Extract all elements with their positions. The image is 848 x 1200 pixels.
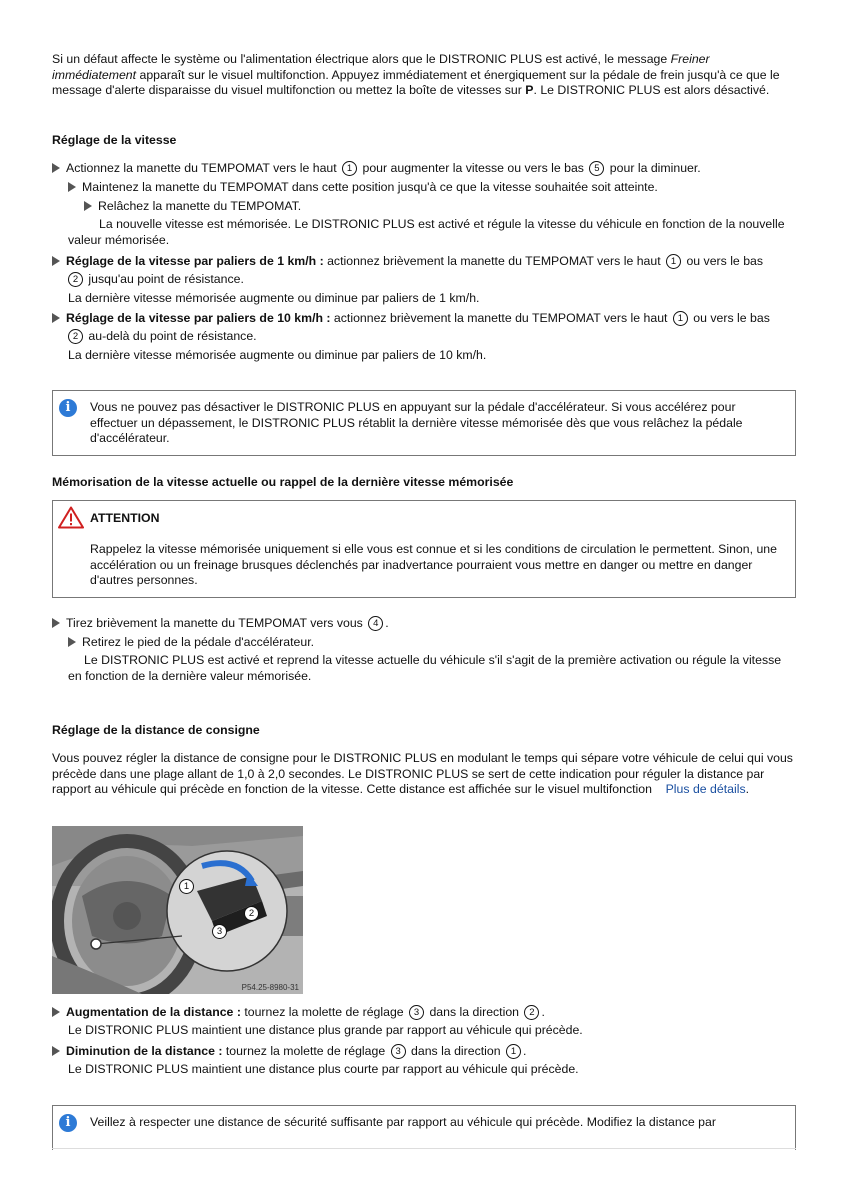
intro-text: Si un défaut affecte le système ou l'alimentation électrique alors que le DISTRONIC PLUS est activé, le message [52,52,671,66]
step-text: tournez la molette de réglage [240,1005,408,1019]
step-arrow-icon [52,313,60,323]
step-text: jusqu'au point de résistance. [85,272,244,286]
gear-p: P [525,83,534,97]
section-heading-speed: Réglage de la vitesse [52,133,177,147]
step-arrow-icon [84,201,92,211]
attention-title: ATTENTION [90,511,160,525]
number-2-icon: 2 [68,272,83,287]
intro-paragraph [52,52,797,99]
step-1kmh [52,254,797,270]
message-name: Freiner immédiatement [52,52,710,82]
step-1kmh-result: La dernière vitesse mémorisée augmente ou diminue par paliers de 1 km/h. [68,291,480,305]
divider [52,1148,796,1149]
distance-text: Vous pouvez régler la distance de consigne pour le DISTRONIC PLUS en modulant le temps qui sépare votre véhicule de celui qui vous précède dans une plage allant de 1,0 à 2,0 secondes. Le DISTRONIC PLUS se sert de cette indication pour réguler la distance par rapport au véhicule qui précède en fonction de la vitesse. Cette distance est affichée sur le visuel multifonction [52,751,793,796]
warning-triangle-icon [58,506,84,529]
step-arrow-icon [52,163,60,173]
section-heading-memorisation: Mémorisation de la vitesse actuelle ou rappel de la dernière vitesse mémorisée [52,475,514,489]
number-1-icon: 1 [506,1044,521,1059]
step-10kmh-cont [66,329,797,345]
step-recall [52,616,797,632]
number-3-icon: 3 [391,1044,406,1059]
step-increase-distance [52,1005,797,1021]
step-recall-result: Le DISTRONIC PLUS est activé et reprend la vitesse actuelle du véhicule s'il s'agit de la première activation ou régule la vitesse en fonction de la dernière valeur mémorisée. [68,653,782,683]
step-text: ou vers le bas [689,311,770,325]
step-text: pour augmenter la vitesse ou vers le bas [359,161,588,175]
step-10kmh [52,311,797,327]
step-1kmh-cont [66,272,797,288]
info-icon: i [59,399,77,417]
steering-illustration [52,826,303,994]
figure-code: P54.25-8980-31 [241,983,299,992]
step-text: au-delà du point de résistance. [85,329,257,343]
more-details-link[interactable]: Plus de détails [665,782,746,796]
step-text: Tirez brièvement la manette du TEMPOMAT vers vous [66,616,367,630]
step-text: dans la direction [426,1005,523,1019]
step-decrease-result: Le DISTRONIC PLUS maintient une distance plus courte par rapport au véhicule qui précède. [68,1062,579,1076]
step-arrow-icon [52,618,60,628]
step-arrow-icon [52,1007,60,1017]
number-1-icon: 1 [673,311,688,326]
step-text: actionnez brièvement la manette du TEMPOMAT vers le haut [323,254,665,268]
step-label: Augmentation de la distance : [66,1005,241,1019]
step-label: Diminution de la distance : [66,1044,223,1058]
figure-callout-2-icon: 2 [244,906,259,921]
figure-callout-3-icon: 3 [212,924,227,939]
step-text: . [385,616,389,630]
intro-text: . Le DISTRONIC PLUS est alors désactivé. [533,83,770,97]
step-increase-result: Le DISTRONIC PLUS maintient une distance plus grande par rapport au véhicule qui précède. [68,1023,583,1037]
step-arrow-icon [52,256,60,266]
number-5-icon: 5 [589,161,604,176]
step-arrow-icon [52,1046,60,1056]
info-icon: i [59,1114,77,1132]
attention-text: Rappelez la vitesse mémorisée uniquement si elle vous est connue et si les conditions de circulation le permettent. Sinon, une accélération ou un freinage brusques déclenchés par inadvertance pourraient vous mettre en danger ou mettre en danger d'autres personnes. [90,542,777,587]
step-3-result: La nouvelle vitesse est mémorisée. Le DISTRONIC PLUS est activé et régule la vitesse du véhicule en fonction de la nouvelle valeur mémorisée. [68,217,785,247]
number-2-icon: 2 [524,1005,539,1020]
step-1 [52,161,797,177]
step-text: Retirez le pied de la pédale d'accélérateur. [82,635,315,649]
step-text: Relâchez la manette du TEMPOMAT. [98,199,302,213]
attention-box [52,500,796,598]
intro-text: apparaît sur le visuel multifonction. Appuyez immédiatement et énergiquement sur la pédale de frein jusqu'à ce que le message d'alerte disparaisse du visuel multifonction ou mettez la boîte de vitesses sur [52,67,780,97]
step-text: . [522,1044,527,1058]
info-note-text: Vous ne pouvez pas désactiver le DISTRONIC PLUS en appuyant sur la pédale d'accélérateur. Si vous accélérez pour effectuer un dépassement, le DISTRONIC PLUS rétablit la dernière vitesse mémorisée dès que vous relâchez la pédale d'accélérateur. [90,400,743,445]
step-text: dans la direction [407,1044,504,1058]
steering-figure [52,826,303,994]
step-10kmh-result: La dernière vitesse mémorisée augmente ou diminue par paliers de 10 km/h. [68,348,487,362]
number-1-icon: 1 [342,161,357,176]
step-2 [68,180,797,196]
number-2-icon: 2 [68,329,83,344]
step-arrow-icon [68,637,76,647]
step-text: ou vers le bas [683,254,764,268]
figure-callout-1-icon: 1 [179,879,194,894]
number-4-icon: 4 [368,616,383,631]
number-3-icon: 3 [409,1005,424,1020]
info-note-2 [52,1105,796,1150]
step-text: tournez la molette de réglage [222,1044,389,1058]
distance-text: . [745,782,750,796]
step-text: . [541,1005,545,1019]
step-text: pour la diminuer. [606,161,701,175]
info-note [52,390,796,456]
number-1-icon: 1 [666,254,681,269]
step-recall-2 [68,635,797,651]
step-text: actionnez brièvement la manette du TEMPOMAT vers le haut [330,311,671,325]
step-text: Maintenez la manette du TEMPOMAT dans cette position jusqu'à ce que la vitesse souhaitée soit atteinte. [82,180,658,194]
step-decrease-distance [52,1044,797,1060]
step-text: Actionnez la manette du TEMPOMAT vers le haut [66,161,341,175]
distance-paragraph [52,751,797,798]
step-arrow-icon [68,182,76,192]
step-label: Réglage de la vitesse par paliers de 1 km/h : [66,254,324,268]
step-3 [84,199,797,215]
info-note-2-text: Veillez à respecter une distance de sécurité suffisante par rapport au véhicule qui précède. Modifiez la distance par [90,1115,716,1129]
step-label: Réglage de la vitesse par paliers de 10 km/h : [66,311,331,325]
section-heading-distance: Réglage de la distance de consigne [52,723,260,737]
